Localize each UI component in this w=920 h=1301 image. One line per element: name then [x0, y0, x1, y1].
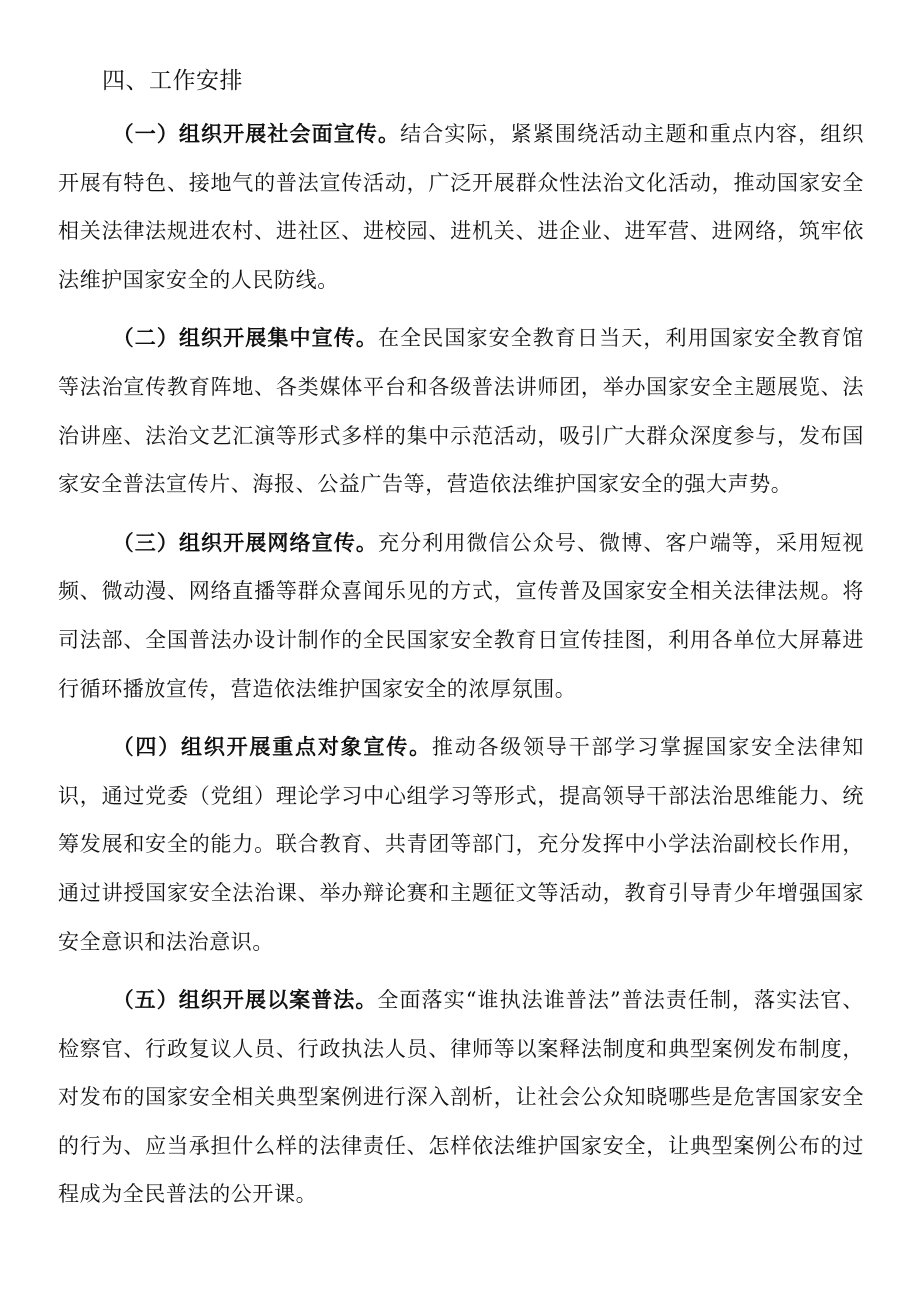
paragraph-lead: （三）组织开展网络宣传。: [112, 529, 378, 555]
paragraph-online-publicity: [58, 519, 864, 713]
paragraph-lead: （一）组织开展社会面宣传。: [112, 121, 401, 146]
section-heading: 四、工作安排: [102, 68, 243, 94]
paragraph-lead: （五）组织开展以案普法。: [112, 987, 378, 1013]
paragraph-body: 推动各级领导干部学习掌握国家安全法律知识，通过党委（党组）理论学习中心组学习等形式，提高领导干部法治思维能力、统筹发展和安全的能力。联合教育、共青团等部门，充分发挥中小学法治副校长作用，通过讲授国家安全法治课、举办辩论赛和主题征文等活动，教育引导青少年增强国家安全意识和法治意识。: [58, 735, 864, 954]
paragraph-key-target-publicity: [58, 723, 864, 966]
paragraph-body: 在全民国家安全教育日当天，利用国家安全教育馆等法治宣传教育阵地、各类媒体平台和各级普法讲师团，举办国家安全主题展览、法治讲座、法治文艺汇演等形式多样的集中示范活动，吸引广大群众深度参与，发布国家安全普法宣传片、海报、公益广告等，营造依法维护国家安全的强大声势。: [58, 326, 865, 497]
paragraph-centralized-publicity: [58, 314, 864, 508]
paragraph-body: 结合实际，紧紧围绕活动主题和重点内容，组织开展有特色、接地气的普法宣传活动，广泛开展群众性法治文化活动，推动国家安全相关法律法规进农村、进社区、进校园、进机关、进企业、进军营、进网络，筑牢依法维护国家安全的人民防线。: [58, 122, 864, 292]
paragraph-lead: （四）组织开展重点对象宣传。: [112, 734, 432, 760]
paragraph-body: 全面落实“谁执法谁普法”普法责任制，落实法官、检察官、行政复议人员、行政执法人员、律师等以案释法制度和典型案例发布制度，对发布的国家安全相关典型案例进行深入剖析，让社会公众知晓哪些是危害国家安全的行为、应当承担什么样的法律责任、怎样依法维护国家安全，让典型案例公布的过程成为全民普法的公开课。: [58, 988, 864, 1207]
paragraph-social-publicity: [58, 110, 864, 304]
paragraph-body: 充分利用微信公众号、微博、客户端等，采用短视频、微动漫、网络直播等群众喜闻乐见的方式，宣传普及国家安全相关法律法规。将司法部、全国普法办设计制作的全民国家安全教育日宣传挂图，利用各单位大屏幕进行循环播放宣传，营造依法维护国家安全的浓厚氛围。: [58, 530, 865, 701]
paragraph-case-based-publicity: [58, 976, 864, 1219]
paragraph-lead: （二）组织开展集中宣传。: [112, 325, 378, 351]
